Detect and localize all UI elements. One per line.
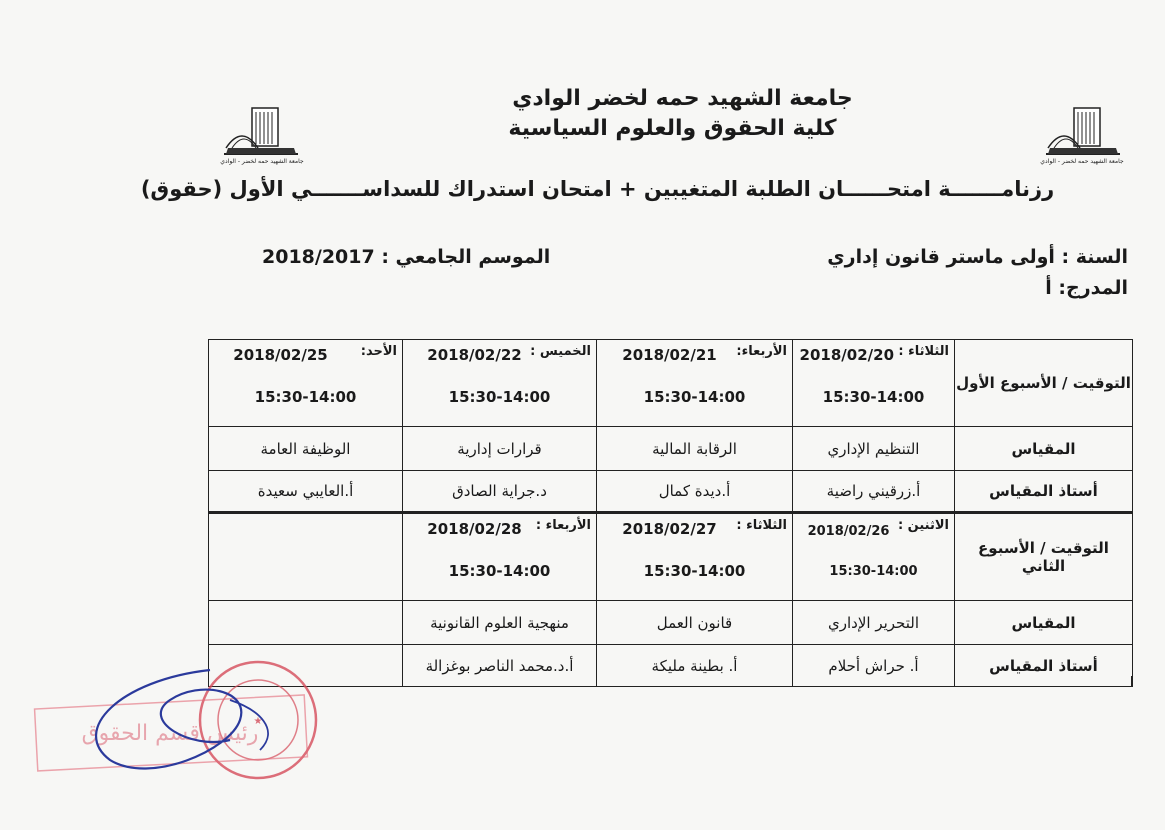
subject-label: المقياس xyxy=(955,427,1133,471)
week1-time-label: التوقيت / الأسبوع الأول xyxy=(955,340,1133,427)
teacher-label: أستاذ المقياس xyxy=(955,645,1133,687)
exam-day-cell xyxy=(597,340,793,427)
exam-time: 15:30-14:00 xyxy=(643,388,746,406)
logo-caption-left: جامعة الشهيد حمه لخضر - الوادي xyxy=(220,158,304,165)
hall-label: المدرج: أ xyxy=(1045,277,1128,299)
subject-cell: منهجية العلوم القانونية xyxy=(403,601,597,645)
week2-teacher-row xyxy=(209,645,1133,687)
exam-date: 2018/02/20 xyxy=(799,346,894,364)
rect-stamp-text: رئيس قسم الحقوق xyxy=(81,721,259,746)
week2-time-row xyxy=(209,513,1133,601)
building-logo-icon xyxy=(222,104,300,176)
teacher-cell: أ. حراش أحلام xyxy=(793,645,955,687)
exam-day-cell xyxy=(793,340,955,427)
teacher-label: أستاذ المقياس xyxy=(955,471,1133,513)
exam-day-cell xyxy=(793,513,955,601)
logo-caption-right: جامعة الشهيد حمه لخضر - الوادي xyxy=(1040,158,1124,165)
exam-time: 15:30-14:00 xyxy=(254,388,357,406)
day-name: الأربعاء : xyxy=(535,518,591,533)
subject-cell: الرقابة المالية xyxy=(597,427,793,471)
exam-time: 15:30-14:00 xyxy=(643,562,746,580)
week2-time-label: التوقيت / الأسبوع الثاني xyxy=(955,513,1133,601)
exam-date: 2018/02/27 xyxy=(622,520,717,538)
season-label: الموسم الجامعي : 2018/2017 xyxy=(262,246,551,268)
exam-date: 2018/02/22 xyxy=(427,346,522,364)
exam-day-cell xyxy=(209,340,403,427)
year-label: السنة : أولى ماستر قانون إداري xyxy=(827,246,1128,268)
week1-time-row xyxy=(209,340,1133,427)
document-title: رزنامـــــــة امتحــــــان الطلبة المتغيبين + امتحان استدراك للسداســـــــي الأول (حقوق) xyxy=(140,177,1055,201)
exam-day-cell xyxy=(403,340,597,427)
day-name: الأحد: xyxy=(360,344,397,359)
week2-subject-row xyxy=(209,601,1133,645)
week1-teacher-row xyxy=(209,471,1133,513)
svg-text:★: ★ xyxy=(253,716,263,727)
teacher-cell: أ.العايبي سعيدة xyxy=(209,471,403,513)
day-name: الثلاثاء : xyxy=(898,344,949,359)
exam-schedule-table xyxy=(208,339,1133,687)
teacher-cell: أ.زرقيني راضية xyxy=(793,471,955,513)
faculty-name: كلية الحقوق والعلوم السياسية xyxy=(508,116,837,141)
teacher-cell: أ.ديدة كمال xyxy=(597,471,793,513)
subject-cell: قرارات إدارية xyxy=(403,427,597,471)
university-name: جامعة الشهيد حمه لخضر الوادي xyxy=(512,86,853,111)
university-logo-left xyxy=(222,104,300,176)
week1-subject-row xyxy=(209,427,1133,471)
empty-day-cell xyxy=(209,513,403,601)
exam-date: 2018/02/26 xyxy=(807,524,890,539)
exam-time: 15:30-14:00 xyxy=(448,562,551,580)
university-logo-right xyxy=(1044,104,1122,176)
day-name: الخميس : xyxy=(530,344,591,359)
teacher-cell: أ. بطينة مليكة xyxy=(597,645,793,687)
exam-date: 2018/02/21 xyxy=(622,346,717,364)
exam-date: 2018/02/25 xyxy=(233,346,328,364)
subject-label: المقياس xyxy=(955,601,1133,645)
exam-time: 15:30-14:00 xyxy=(822,388,925,406)
exam-day-cell xyxy=(403,513,597,601)
building-logo-icon xyxy=(1044,104,1122,176)
day-name: الأربعاء: xyxy=(736,344,787,359)
teacher-cell: أ.د.محمد الناصر بوغزالة xyxy=(403,645,597,687)
subject-cell: قانون العمل xyxy=(597,601,793,645)
subject-cell: الوظيفة العامة xyxy=(209,427,403,471)
subject-cell: التحرير الإداري xyxy=(793,601,955,645)
exam-time: 15:30-14:00 xyxy=(448,388,551,406)
teacher-cell: د.جراية الصادق xyxy=(403,471,597,513)
empty-cell xyxy=(209,645,403,687)
empty-cell xyxy=(209,601,403,645)
exam-date: 2018/02/28 xyxy=(427,520,522,538)
exam-time: 15:30-14:00 xyxy=(829,564,918,579)
subject-cell: التنظيم الإداري xyxy=(793,427,955,471)
exam-day-cell xyxy=(597,513,793,601)
day-name: الاثنين : xyxy=(897,518,949,533)
day-name: الثلاثاء : xyxy=(736,518,787,533)
table-border-tail xyxy=(1131,676,1132,686)
